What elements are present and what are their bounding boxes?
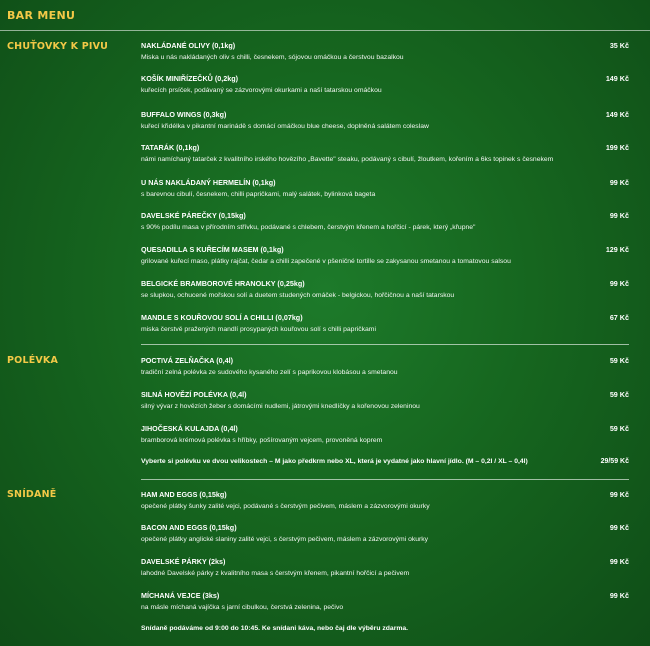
item-description: s barevnou cibulí, česnekem, chilli papričkami, malý salátek, bylinková bageta bbox=[141, 191, 376, 198]
item-name: TATARÁK (0,1kg) bbox=[141, 143, 200, 152]
item-price: 199 Kč bbox=[605, 143, 629, 152]
item-name: QUESADILLA S KUŘECÍM MASEM (0,1kg) bbox=[141, 245, 284, 254]
item-price: 99 Kč bbox=[609, 591, 629, 600]
item-name: BUFFALO WINGS (0,3kg) bbox=[141, 110, 227, 119]
item-name: HAM AND EGGS (0,15kg) bbox=[141, 490, 227, 499]
item-name: NAKLÁDANÉ OLIVY (0,1kg) bbox=[141, 41, 236, 50]
breakfast-note bbox=[141, 625, 629, 632]
item-description: Miska u nás nakládaných oliv s chilli, česnekem, sójovou omáčkou a čerstvou bazalkou bbox=[141, 54, 404, 61]
item-description: kuřecích prsíček, podávaný se zázvorovými okurkami a naší tatarskou omáčkou bbox=[141, 87, 382, 94]
item-price: 59 Kč bbox=[609, 390, 629, 399]
item-name: U NÁS NAKLÁDANÝ HERMELÍN (0,1kg) bbox=[141, 178, 276, 187]
item-description: se slupkou, ochucené mořskou solí a duetem studených omáček - belgickou, hořčičnou a naší tatarskou bbox=[141, 292, 455, 299]
item-price: 129 Kč bbox=[605, 245, 629, 254]
item-name: MANDLE S KOUŘOVOU SOLÍ A CHILLI (0,07kg) bbox=[141, 313, 303, 322]
item-name: DAVELSKÉ PÁRKY (2ks) bbox=[141, 557, 226, 566]
section-title: POLÉVKA bbox=[7, 355, 59, 366]
item-description: opečené plátky anglické slaniny zalité vejci, s čerstvým pečivem, máslem a zázvorovými okurky bbox=[141, 536, 429, 543]
section-divider bbox=[141, 344, 629, 345]
item-description: opečené plátky šunky zalité vejci, podávané s čerstvým pečivem, máslem a zázvorovými okurky bbox=[141, 503, 430, 510]
page-title: BAR MENU bbox=[7, 9, 76, 22]
item-description: kuřecí křidélka v pikantní marinádě s domácí omáčkou blue cheese, doplněná salátem coleslaw bbox=[141, 123, 429, 130]
item-description: silný vývar z hovězích žeber s domácími nudlemi, játrovými knedlíčky a kořenovou zeleninou bbox=[141, 403, 420, 410]
item-name: KOŠÍK MINIŘÍZEČKŮ (0,2kg) bbox=[141, 74, 239, 83]
item-description: lahodné Davelské párky z kvalitního masa s čerstvým křenem, pikantní hořčicí a pečivem bbox=[141, 570, 410, 577]
item-price: 99 Kč bbox=[609, 490, 629, 499]
item-description: bramborová krémová polévka s hříbky, pošírovaným vejcem, provoněná koprem bbox=[141, 437, 383, 444]
top-divider bbox=[0, 30, 650, 31]
item-name: DAVELSKÉ PÁREČKY (0,15kg) bbox=[141, 211, 246, 220]
item-price: 99 Kč bbox=[609, 557, 629, 566]
section-title: SNÍDANĚ bbox=[7, 489, 57, 500]
item-price: 59 Kč bbox=[609, 424, 629, 433]
section-divider bbox=[141, 479, 629, 480]
item-price: 67 Kč bbox=[609, 313, 629, 322]
item-description: na másle míchaná vajíčka s jarní cibulkou, čerstvá zelenina, pečivo bbox=[141, 604, 344, 611]
item-price: 35 Kč bbox=[609, 41, 629, 50]
note-text: Vyberte si polévku ve dvou velikostech – M jako předkrm nebo XL, která je vydatné jako hlavní jídlo. (M – 0,2l / XL – 0,4l) bbox=[141, 458, 528, 465]
note-price: 29/59 Kč bbox=[600, 458, 629, 465]
soup-size-note bbox=[141, 458, 629, 465]
item-price: 149 Kč bbox=[605, 74, 629, 83]
item-description: tradiční zelná polévka ze sudového kysaného zelí s paprikovou klobásou a smetanou bbox=[141, 369, 398, 376]
item-name: POCTIVÁ ZELŇAČKA (0,4l) bbox=[141, 356, 233, 365]
item-price: 99 Kč bbox=[609, 178, 629, 187]
section-title: CHUŤOVKY K PIVU bbox=[7, 41, 109, 52]
item-price: 149 Kč bbox=[605, 110, 629, 119]
item-price: 59 Kč bbox=[609, 356, 629, 365]
item-description: miska čerstvě pražených mandlí prosypaných kouřovou solí s chilli papričkami bbox=[141, 326, 376, 333]
item-price: 99 Kč bbox=[609, 279, 629, 288]
item-name: BELGICKÉ BRAMBOROVÉ HRANOLKY (0,25kg) bbox=[141, 279, 305, 288]
item-name: BACON AND EGGS (0,15kg) bbox=[141, 523, 237, 532]
item-description: grilované kuřecí maso, plátky rajčat, čedar a chilli zapečené v pšeničné tortille se zakysanou smetanou a tomatovou salsou bbox=[141, 258, 511, 265]
item-name: JIHOČESKÁ KULAJDA (0,4l) bbox=[141, 424, 238, 433]
item-price: 99 Kč bbox=[609, 523, 629, 532]
note-text: Snídaně podáváme od 9:00 do 10:45. Ke snídani káva, nebo čaj dle výběru zdarma. bbox=[141, 625, 409, 632]
item-description: s 90% podílu masa v přírodním střívku, podávané s chlebem, čerstvým křenem a hořčicí - párek, který „křupne" bbox=[141, 224, 476, 231]
item-name: MÍCHANÁ VEJCE (3ks) bbox=[141, 591, 220, 600]
item-price: 99 Kč bbox=[609, 211, 629, 220]
item-description: námi namíchaný tatarček z kvalitního irského hovězího „Bavette" steaku, podávaný s cibulí, žloutkem, kořením a 6ks topinek s česnekem bbox=[141, 156, 554, 163]
item-name: SILNÁ HOVĚZÍ POLÉVKA (0,4l) bbox=[141, 390, 247, 399]
